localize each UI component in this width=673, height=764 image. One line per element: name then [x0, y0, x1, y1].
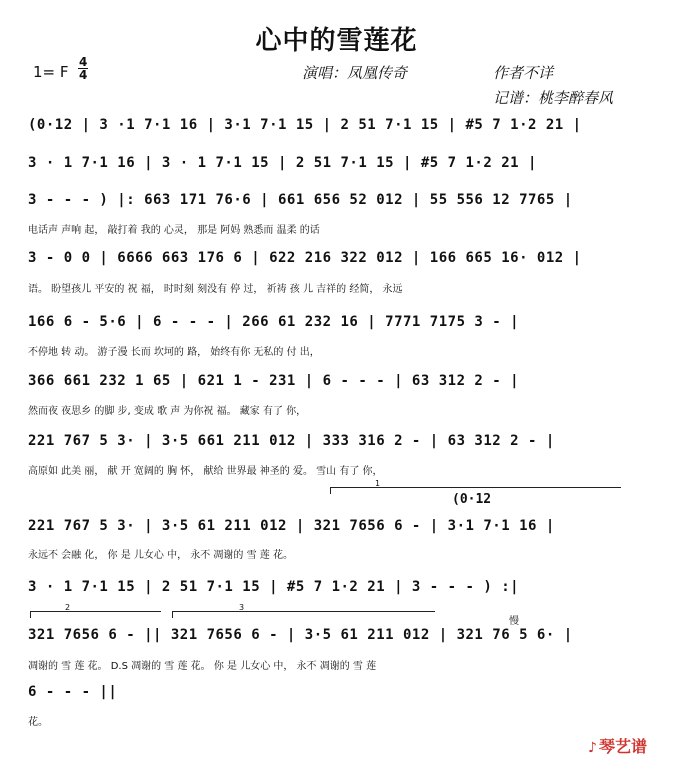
notation-row: 3 - - - ) |: 663 171 76·6 | 661 656 52 012 | 55 556 12 7765 | [28, 192, 573, 208]
volta-2-label: 2 [65, 603, 71, 612]
notation-row: 166 6 - 5·6 | 6 - - - | 266 61 232 16 | 7771 7175 3 - | [28, 314, 520, 330]
notation-row: 3 - 0 0 | 6666 663 176 6 | 622 216 322 012 | 166 665 16· 012 | [28, 250, 582, 266]
lyric-line: 不停地 转 动。 游子漫 长而 坎坷的 路， 始终有你 无私的 付 出， [28, 347, 320, 357]
song-title: 心中的雪莲花 [255, 26, 418, 56]
time-signature-top: 4 [79, 55, 88, 69]
lyric-line: 花。 [28, 717, 48, 727]
notation-row: 6 - - - || [28, 684, 118, 700]
singer-credit: 演唱：凤凰传奇 [302, 64, 408, 82]
volta-bracket-2 [30, 603, 161, 618]
time-signature [78, 56, 88, 81]
repeat-intro-mark: (0·12 [452, 492, 492, 507]
tempo-slow-mark: 慢 [509, 616, 519, 627]
lyric-line: 高原如 此美 丽， 献 开 宽阔的 胸 怀， 献给 世界最 神圣的 爱。 雪山 有了 你， [28, 466, 383, 476]
volta-bracket-3 [172, 603, 435, 618]
volta-1-label: 1 [375, 479, 381, 488]
volta-3-label: 3 [239, 603, 245, 612]
notation-row: 3 · 1 7·1 15 | 2 51 7·1 15 | #5 7 1·2 21 | 3 - - - ) :| [28, 579, 520, 595]
notation-row: 321 7656 6 - || 321 7656 6 - | 3·5 61 211 012 | 321 76 5 6· | [28, 627, 573, 643]
notation-row: (0·12 | 3 ·1 7·1 16 | 3·1 7·1 15 | 2 51 7·1 15 | #5 7 1·2 21 | [28, 117, 582, 133]
notation-row: 221 767 5 3· | 3·5 61 211 012 | 321 7656 6 - | 3·1 7·1 16 | [28, 518, 555, 534]
lyric-line: 然而夜 夜思乡 的脚 步, 变成 歌 声 为你祝 福。 藏家 有了 你， [28, 406, 307, 416]
music-note-icon: ♪ [588, 740, 597, 756]
lyric-line: 凋谢的 雪 莲 花。 D.S 凋谢的 雪 莲 花。 你 是 儿女心 中， 永不 凋谢的 雪 莲 [28, 661, 377, 671]
recorder-credit: 记谱：桃李醉春风 [493, 89, 614, 107]
time-signature-bottom: 4 [79, 68, 88, 82]
lyric-line: 电话声 声响 起， 敲打着 我的 心灵， 那是 阿妈 熟悉而 温柔 的话 [28, 225, 320, 235]
notation-row: 221 767 5 3· | 3·5 661 211 012 | 333 316 2 - | 63 312 2 - | [28, 433, 555, 449]
lyric-line: 语。 盼望孩儿 平安的 祝 福， 时时刻 刻没有 停 过， 祈祷 孩 儿 吉祥的 经简， 永远 [28, 284, 403, 294]
site-logo-text: 琴艺谱 [598, 737, 647, 756]
lyric-line: 永远不 会融 化， 你 是 儿女心 中， 永不 凋谢的 雪 莲 花。 [28, 550, 293, 560]
key-signature: 1= F [33, 63, 69, 81]
site-logo [588, 734, 647, 757]
notation-row: 366 661 232 1 65 | 621 1 - 231 | 6 - - - | 63 312 2 - | [28, 373, 520, 389]
author-credit: 作者不详 [493, 64, 554, 82]
notation-row: 3 · 1 7·1 16 | 3 · 1 7·1 15 | 2 51 7·1 15 | #5 7 1·2 21 | [28, 155, 537, 171]
